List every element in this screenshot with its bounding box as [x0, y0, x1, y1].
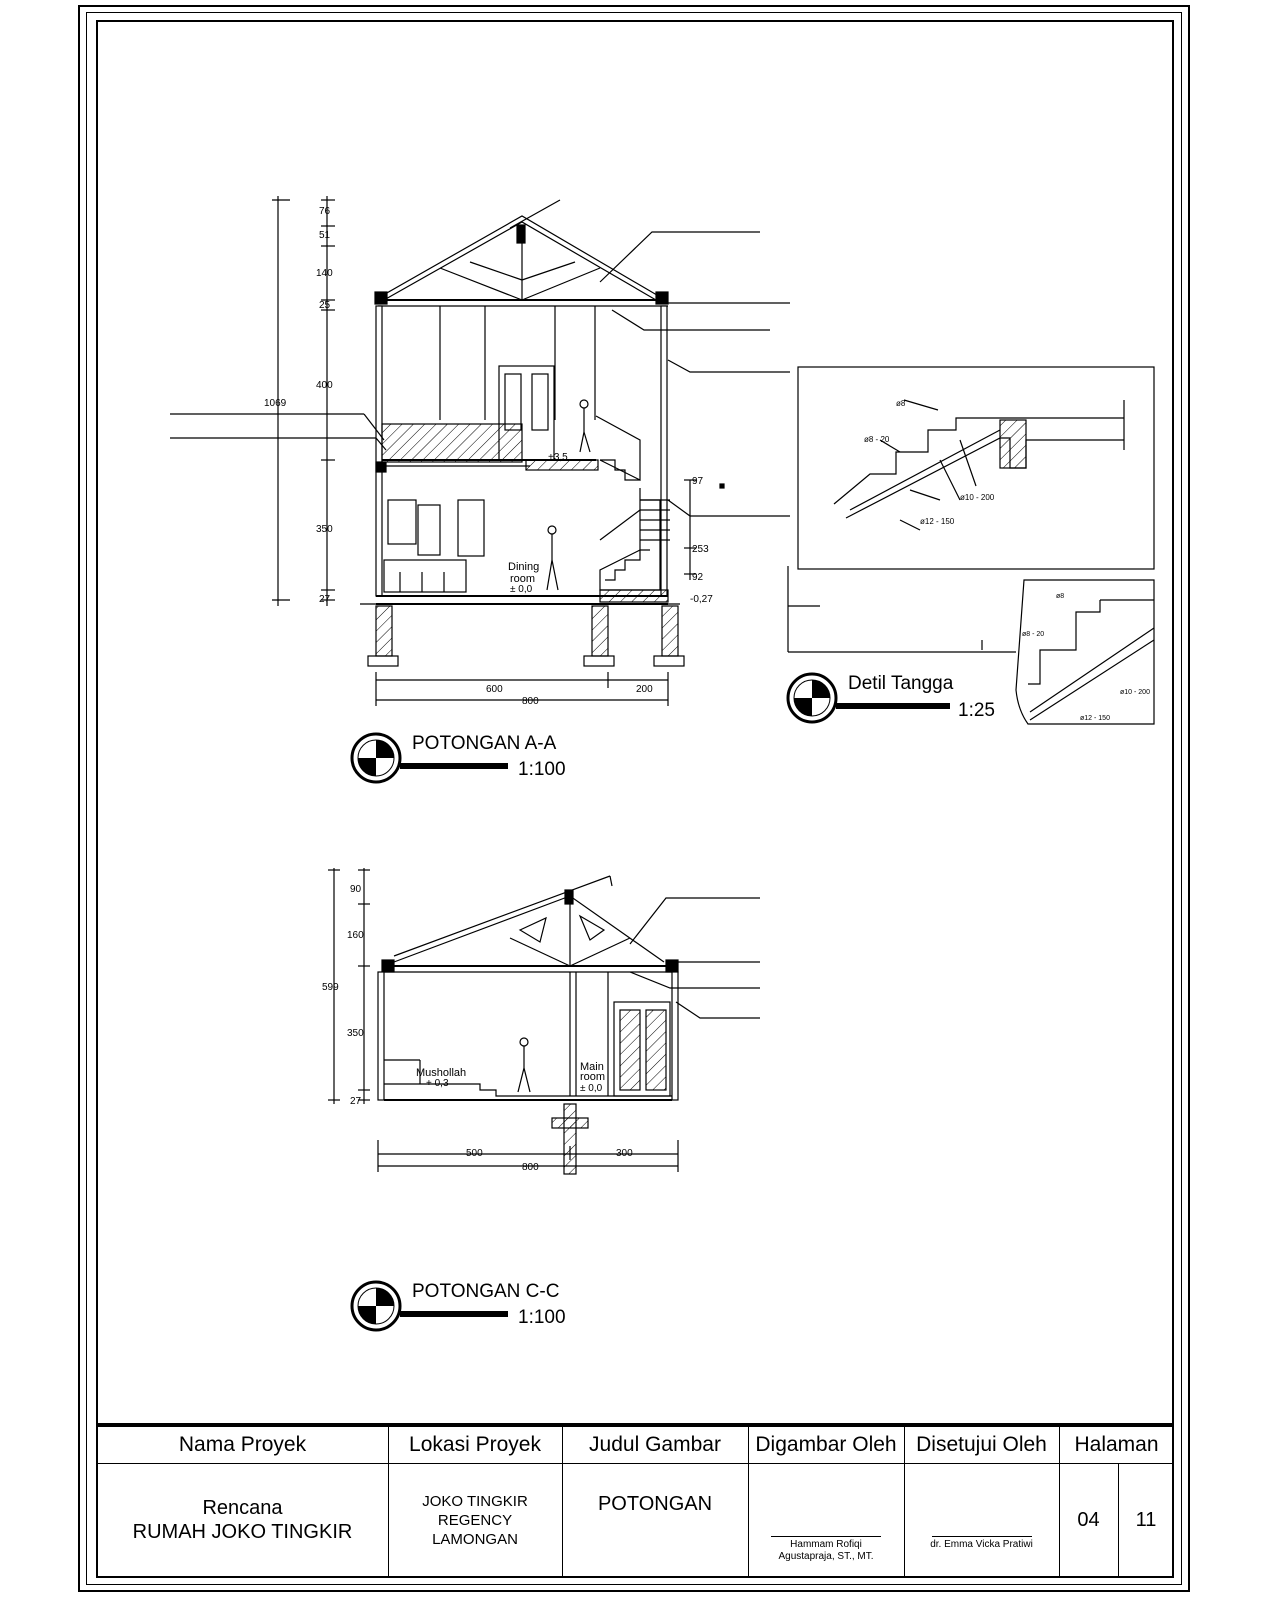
location-line-3: LAMONGAN — [432, 1530, 518, 1548]
dim-cc-v-2: 350 — [347, 1028, 364, 1039]
room-dining-label-2: room — [510, 573, 536, 585]
location-line-1: JOKO TINGKIR — [422, 1492, 528, 1510]
project-location — [388, 1465, 562, 1575]
dim-aa-b-1: 200 — [636, 684, 653, 695]
project-name-line-1: Rencana — [202, 1497, 283, 1519]
section-aa-drawing — [170, 196, 790, 706]
section-cc-drawing — [328, 868, 760, 1174]
dim-aa-v-6: 27 — [319, 594, 331, 605]
dim-cc-b-total: 800 — [522, 1162, 539, 1173]
dim-aa-v-1: 51 — [319, 230, 331, 241]
detail-label-2: ø8 - 20 — [864, 435, 890, 444]
dim-aa-r-0: 97 — [692, 476, 704, 487]
detail-small-label-1: ø8 — [1056, 593, 1065, 600]
dim-aa-v-4: 400 — [316, 380, 333, 391]
section-cc-title: POTONGAN C-C — [412, 1281, 560, 1302]
dim-cc-b-0: 500 — [466, 1148, 483, 1159]
ground-level: -0,27 — [690, 594, 713, 605]
detail-small-label-2: ø8 - 20 — [1022, 631, 1045, 638]
dim-cc-total: 599 — [322, 982, 339, 993]
section-cc-scale: 1:100 — [518, 1307, 566, 1328]
dim-aa-v-0: 76 — [319, 206, 331, 217]
detail-small-label-4: ø12 - 150 — [1080, 715, 1110, 722]
drawn-by-line-2: Agustapraja, ST., MT. — [778, 1551, 874, 1562]
dim-cc-v-3: 27 — [350, 1096, 362, 1107]
dim-cc-v-1: 160 — [347, 930, 364, 941]
upper-floor-level: +3,5 — [548, 452, 568, 463]
approved-by-name: dr. Emma Vicka Pratiwi — [930, 1539, 1033, 1550]
dim-cc-v-0: 90 — [350, 884, 362, 895]
room-dining-label-1: Dining — [508, 561, 540, 573]
drawing-title: POTONGAN — [597, 1493, 713, 1515]
dim-aa-b-0: 600 — [486, 684, 503, 695]
dim-aa-v-3: 25 — [319, 300, 331, 311]
room-mushollah-level: + 0,3 — [426, 1078, 449, 1089]
dim-aa-r-2: 92 — [692, 572, 704, 583]
header-page: Halaman — [1074, 1433, 1159, 1456]
dim-aa-b-total: 800 — [522, 696, 539, 707]
dim-aa-total: 1069 — [264, 398, 287, 409]
dim-cc-b-1: 300 — [616, 1148, 633, 1159]
stair-detail-large — [798, 367, 1154, 569]
drawn-by — [748, 1465, 904, 1575]
section-cc-marker — [352, 1281, 566, 1330]
dim-aa-v-2: 140 — [316, 268, 333, 279]
detail-small-label-3: ø10 - 200 — [1120, 689, 1150, 696]
approved-by — [904, 1465, 1059, 1575]
stair-detail-marker — [788, 673, 995, 722]
room-mushollah-label: Mushollah — [416, 1067, 467, 1079]
project-name — [97, 1465, 388, 1575]
header-project-location: Lokasi Proyek — [409, 1433, 541, 1456]
total-pages: 11 — [1135, 1508, 1157, 1531]
location-line-2: REGENCY — [437, 1511, 513, 1529]
header-approved-by: Disetujui Oleh — [916, 1433, 1047, 1456]
stair-detail-scale: 1:25 — [958, 700, 995, 721]
header-project-name: Nama Proyek — [178, 1433, 307, 1456]
detail-label-3: ø10 - 200 — [960, 493, 995, 502]
header-drawn-by: Digambar Oleh — [755, 1433, 897, 1456]
room-dining-level: ± 0,0 — [510, 584, 533, 595]
dim-aa-v-5: 350 — [316, 524, 333, 535]
drawn-by-line-1: Hammam Rofiqi — [790, 1539, 862, 1550]
dim-aa-r-1: 253 — [692, 544, 709, 555]
stair-detail-title: Detil Tangga — [848, 673, 954, 694]
section-cc-dimension-labels — [322, 884, 633, 1173]
section-aa-marker — [352, 733, 566, 782]
page-number: 04 — [1077, 1508, 1100, 1531]
project-name-line-2: RUMAH JOKO TINGKIR — [132, 1521, 353, 1543]
detail-label-1: ø8 — [896, 399, 906, 408]
room-main-label-2: room — [580, 1071, 606, 1083]
title-block — [97, 1425, 1174, 1577]
detail-label-4: ø12 - 150 — [920, 517, 955, 526]
room-main-label-1: Main — [580, 1061, 604, 1073]
section-aa-title: POTONGAN A-A — [412, 733, 557, 754]
header-drawing-title: Judul Gambar — [589, 1433, 721, 1456]
section-aa-scale: 1:100 — [518, 759, 566, 780]
room-main-level: ± 0,0 — [580, 1083, 603, 1094]
